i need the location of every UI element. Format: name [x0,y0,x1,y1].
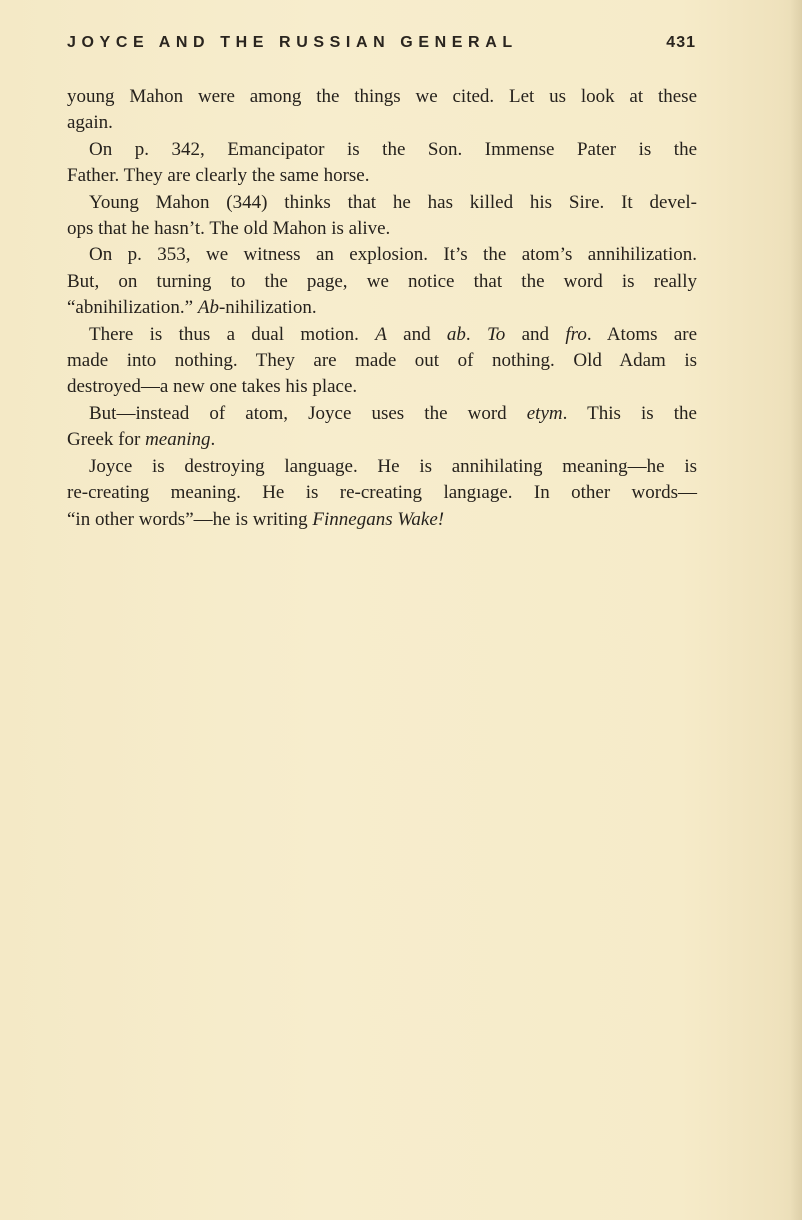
text-line [67,216,697,242]
body-text [67,84,697,533]
text-run: On p. 353, we witness an explosion. It’s the atom’s annihilization. [89,244,697,266]
text-run: . [465,323,487,345]
text-line [67,84,697,110]
text-run: young Mahon were among the things we cited. Let us look at these [67,86,697,107]
italic-run: To [486,323,506,345]
page-number: 431 [666,34,696,51]
italic-run: meaning [145,429,211,451]
text-run: Joyce is destroying language. He is annihilating meaning—he is [89,455,697,477]
paragraph [67,454,697,533]
text-run: “in other words”—he is writing [67,508,313,530]
text-run: . This is the [562,402,697,424]
italic-run: Finnegans Wake! [312,508,445,530]
text-run: But, on turning to the page, we notice that the word is really [67,270,697,292]
text-run: again. [67,112,113,134]
paragraph [67,322,697,401]
text-run: and [386,323,447,345]
text-run: Greek for [67,429,146,451]
paragraph [67,242,697,321]
text-run: Young Mahon (344) thinks that he has killed his Sire. It devel- [89,191,697,213]
text-line [67,374,697,400]
text-run: re-creating meaning. He is re-creating langıage. In other words— [67,482,697,504]
text-run: On p. 342, Emancipator is the Son. Immense Pater is the [89,138,697,160]
text-line [67,295,697,321]
text-run: “abnihilization.” [67,297,198,319]
text-run: . [210,429,216,451]
running-head [67,34,696,60]
text-line [67,454,697,480]
text-line [67,269,697,295]
italic-run: A [375,323,387,345]
text-run: ops that he hasn’t. The old Mahon is alive. [67,218,391,240]
paragraph [67,137,697,190]
paragraph [67,190,697,243]
italic-run: ab [446,323,466,345]
paragraph [67,84,697,137]
text-line [67,348,697,374]
text-line [67,190,697,216]
italic-run: Ab [197,297,219,319]
page-edge-shadow [790,0,802,1220]
running-title: JOYCE AND THE RUSSIAN GENERAL [67,34,518,51]
paragraph [67,401,697,454]
italic-run: etym [526,402,563,424]
text-run: But—instead of atom, Joyce uses the word [89,402,527,424]
text-run: There is thus a dual motion. [89,323,376,345]
text-line [67,137,697,163]
text-line [67,242,697,268]
text-run: -nihilization. [218,297,317,319]
italic-run: fro [565,323,587,345]
text-run: and [505,323,566,345]
text-run: . Atoms are [586,323,698,345]
text-line [67,507,697,533]
text-line [67,322,697,348]
text-line [67,110,697,136]
text-run: destroyed—a new one takes his place. [67,376,358,398]
text-line [67,401,697,427]
text-run: Father. They are clearly the same horse. [67,165,370,187]
text-line [67,427,697,453]
text-line [67,480,697,506]
text-run: made into nothing. They are made out of nothing. Old Adam is [67,350,697,372]
text-line [67,163,697,189]
